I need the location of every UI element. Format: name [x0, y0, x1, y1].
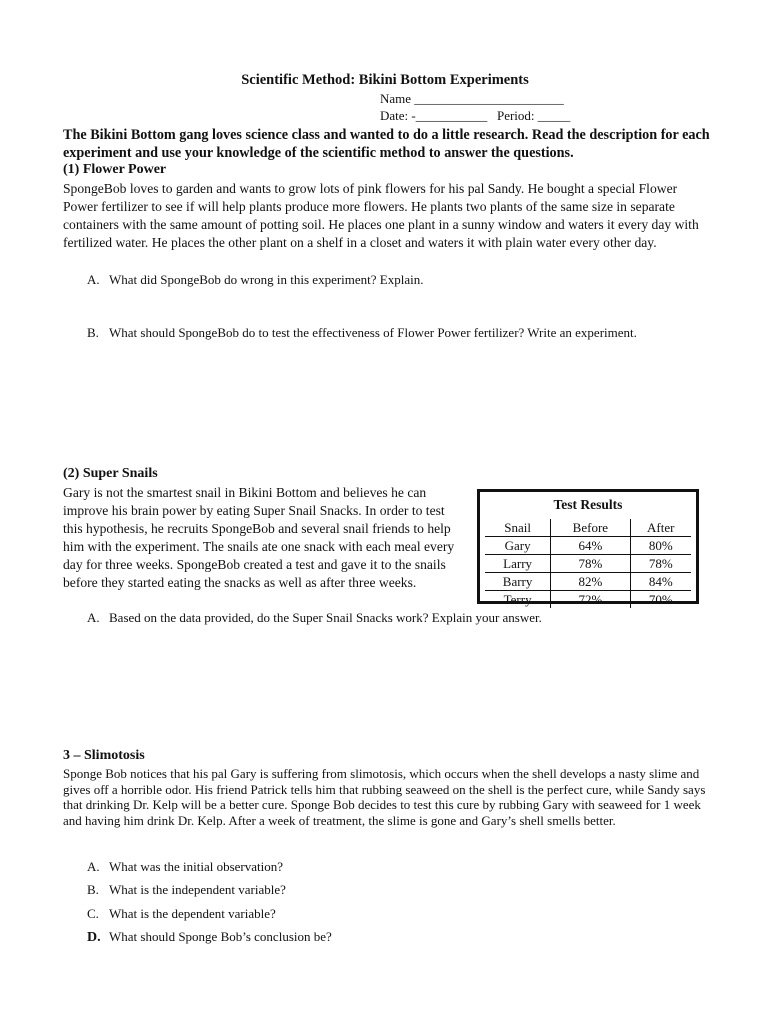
- table-row: [485, 591, 691, 609]
- section3-paragraph: Sponge Bob notices that his pal Gary is suffering from slimotosis, which occurs when the shell develops a nasty slime and gives off a horrible odor. His friend Patrick tells him that rubbing seaweed on the shell is the perfect cure, while Sandy says that drinking Dr. Kelp will be a better cure. Sponge Bob decides to test this cure by rubbing Gary with seaweed for 1 week and having him drink Dr. Kelp. After a week of treatment, the slime is gone and Gary’s shell smells better.: [63, 766, 706, 828]
- table-cell: 82%: [551, 573, 630, 591]
- section1-title: (1) Flower Power: [63, 162, 167, 177]
- table-title: Test Results: [553, 497, 623, 512]
- table-cell: Gary: [485, 537, 551, 555]
- section3-title: 3 – Slimotosis: [63, 748, 145, 763]
- table-cell: 70%: [630, 591, 691, 609]
- section3-question-b: [87, 881, 286, 899]
- table-row: [485, 573, 691, 591]
- name-line: Name _______________________: [380, 91, 564, 106]
- table-cell: Terry: [503, 591, 532, 607]
- question-text: What should Sponge Bob’s conclusion be?: [109, 929, 332, 944]
- question-letter: A.: [87, 610, 100, 625]
- section1-question-a: [87, 271, 423, 289]
- section1-question-b: [87, 324, 677, 342]
- table-cell: 64%: [551, 537, 630, 555]
- table-cell: 80%: [630, 537, 691, 555]
- question-text: What should SpongeBob do to test the effectiveness of Flower Power fertilizer? Write an experiment.: [109, 325, 637, 340]
- date-period-line: Date: -___________ Period: _____: [380, 108, 571, 123]
- test-results-table: [477, 489, 699, 607]
- table-row: [485, 555, 691, 573]
- table-row: [485, 537, 691, 555]
- table-cell: 78%: [551, 555, 630, 573]
- section2-paragraph: Gary is not the smartest snail in Bikini Bottom and believes he can improve his brain power by eating Super Snail Snacks. In order to test this hypothesis, he recruits SpongeBob and several snail friends to help him with the experiment. The snails ate one snack with each meal every day for three weeks. SpongeBob created a test and gave it to the snails before they started eating the snacks as well as after three weeks.: [63, 485, 455, 590]
- section1-paragraph: SpongeBob loves to garden and wants to grow lots of pink flowers for his pal Sandy. He bought a special Flower Power fertilizer to see if will help plants produce more flowers. He plants two plants of the same size in separate containers with the same amount of potting soil. He places one plant in a sunny window and waters it every day with fertilized water. He places the other plant on a shelf in a closet and waters it with plain water every other day.: [63, 181, 699, 250]
- question-text: What was the initial observation?: [109, 859, 284, 874]
- question-text: What did SpongeBob do wrong in this experiment? Explain.: [109, 272, 424, 287]
- question-letter: D.: [87, 930, 101, 945]
- intro-instructions: The Bikini Bottom gang loves science class and wanted to do a little research. Read the description for each experiment and use your knowledge of the scientific method to answer the questions.: [63, 127, 710, 161]
- question-letter: B.: [87, 882, 99, 897]
- section3-question-d: [87, 928, 332, 947]
- section2-question-a: [87, 609, 542, 627]
- table-header-snail: Snail: [485, 519, 551, 537]
- question-letter: A.: [87, 859, 100, 874]
- table-cell: 78%: [630, 555, 691, 573]
- table-cell: Barry: [485, 573, 551, 591]
- section2-title: (2) Super Snails: [63, 466, 158, 481]
- section3-question-a: [87, 858, 283, 876]
- table-header-after: After: [630, 519, 691, 537]
- table-cell: 72%: [551, 591, 630, 609]
- question-text: What is the dependent variable?: [109, 906, 276, 921]
- page-title: Scientific Method: Bikini Bottom Experiments: [241, 72, 529, 88]
- table-cell: Larry: [485, 555, 551, 573]
- table-header-before: Before: [551, 519, 630, 537]
- question-text: What is the independent variable?: [109, 882, 286, 897]
- table-cell: 84%: [630, 573, 691, 591]
- question-letter: A.: [87, 272, 100, 287]
- section3-question-c: [87, 905, 276, 923]
- question-letter: B.: [87, 325, 99, 340]
- question-letter: C.: [87, 906, 99, 921]
- question-text: Based on the data provided, do the Super Snail Snacks work? Explain your answer.: [109, 610, 542, 625]
